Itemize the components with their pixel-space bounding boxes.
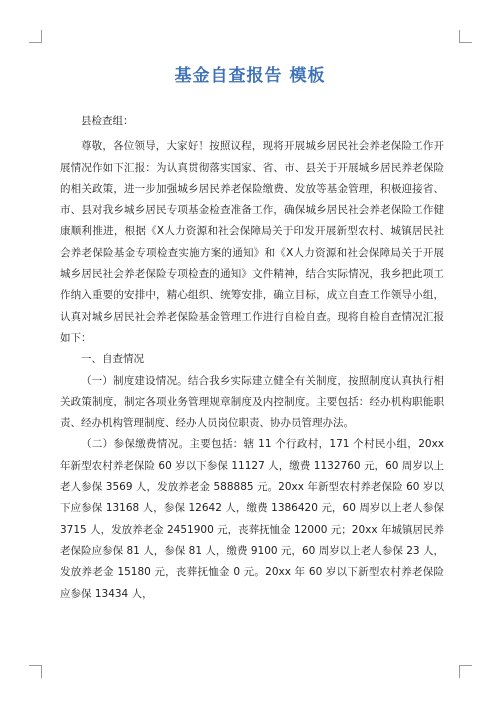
document-title: 基金自查报告 模板 [174,66,326,86]
institution-paragraph: （一）制度建设情况。结合我乡实际建立健全有关制度，按照制度认真执行相关政策制度，制定各项业务管理规章制度及内控制度。主要包括：经办机构职能职责、经办机构管理制度、经办人员岗位职责、协办员管理办法。 [60,374,444,430]
crop-mark-bottom-left [29,665,42,678]
crop-mark-bottom-right [459,665,472,678]
document-body [60,111,444,605]
salutation: 县检查组： [81,115,134,127]
section-heading: 一、自查情况 [81,353,144,366]
intro-paragraph: 尊敬，各位领导，大家好！按照议程，现将开展城乡居民社会养老保险工作开展情况作如下汇报：为认真贯彻落实国家、省、市、县关于开展城乡居民养老保险的相关政策，进一步加强城乡居民养老保险缴费、发放等基金管理，积极迎接省、市、县对我乡城乡居民专项基金检查准备工作，确保城乡居民社会养老保险工作健康顺利推进，根据《X人力资源和社会保障局关于印发开展新型农村、城镇居民社会养老保险基金专项检查实施方案的通知》和《X人力资源和社会保障局关于开展城乡居民社会养老保险专项检查的通知》文件精神，结合实际情况，我乡把此项工作纳入重要的安排中，精心组织、统筹安排，确立目标，成立自查工作领导小组，认真对城乡居民社会养老保险基金管理工作进行自检自查。现将自检自查情况汇报如下： [60,140,444,344]
crop-mark-top-left [29,30,42,43]
crop-mark-top-right [459,30,472,43]
contribution-paragraph: （二）参保缴费情况。主要包括：辖 11 个行政村，171 个村民小组，20xx 年新型农村养老保险 60 岁以下参保 11127 人，缴费 1132760 元，60 周岁以上老人参保 3569 人，发放养老金 588885 元。20xx 年新型农村养老保险 60 岁以下应参保 13168 人，参保 12642 人，缴费 1386420 元，60 周岁以上老人参保 3715 人，发放养老金 2451900 元，丧葬抚恤金 12000 元；20xx 年城镇居民养老保险应参保 81 人，参保 81 人，缴费 9100 元，60 周岁以上老人参保 23 人，发放养老金 15180 元，丧葬抚恤金 0 元。20xx 年 60 岁以下新型农村养老保险应参保 13434 人， [60,438,444,600]
